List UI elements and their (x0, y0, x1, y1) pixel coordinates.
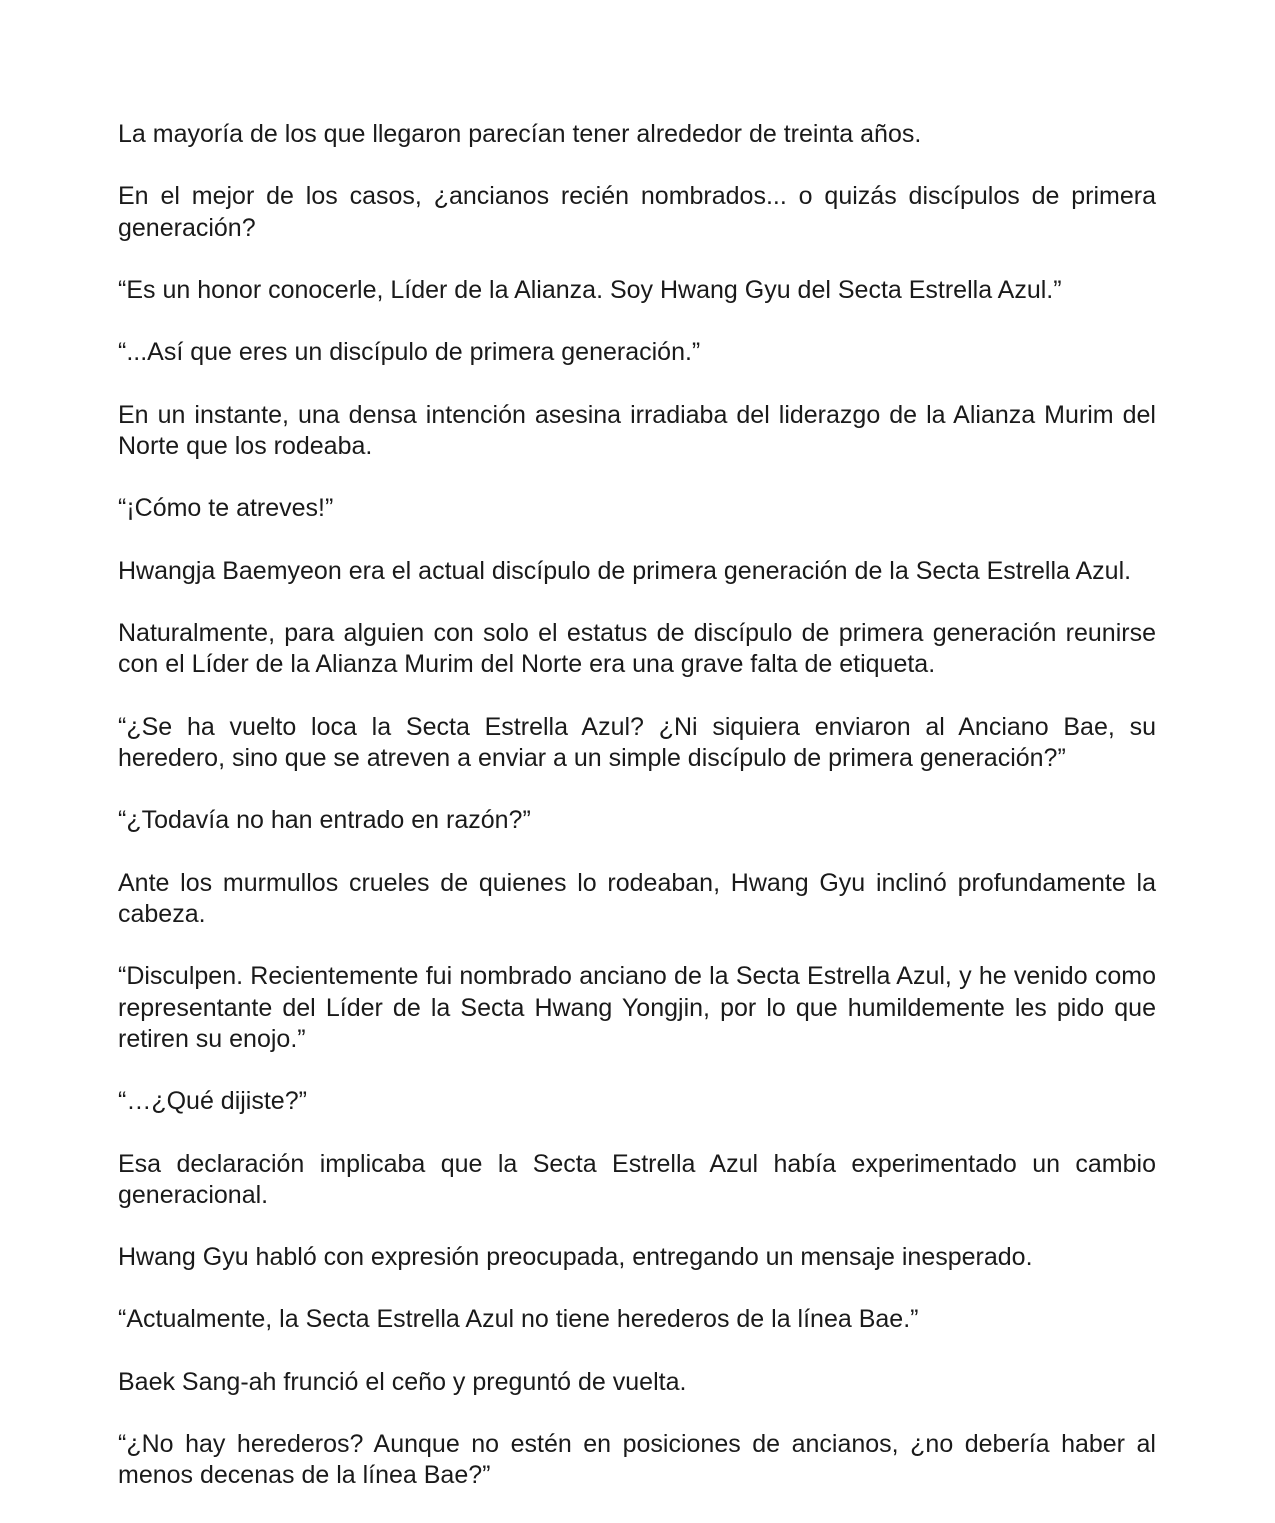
paragraph: “Disculpen. Recientemente fui nombrado anciano de la Secta Estrella Azul, y he venido como representante del Líder de la Secta Hwang Yongjin, por lo que humildemente les pido que retiren su enojo.” (118, 962, 1156, 1053)
paragraph: Hwang Gyu habló con expresión preocupada, entregando un mensaje inesperado. (118, 1243, 1033, 1272)
paragraph: “Es un honor conocerle, Líder de la Alianza. Soy Hwang Gyu del Secta Estrella Azul.” (118, 275, 1062, 304)
paragraph: “…¿Qué dijiste?” (118, 1087, 307, 1116)
paragraph: En el mejor de los casos, ¿ancianos recién nombrados... o quizás discípulos de primera generación? (118, 182, 1156, 242)
paragraph: “¿No hay herederos? Aunque no estén en posiciones de ancianos, ¿no debería haber al menos decenas de la línea Bae?” (118, 1430, 1156, 1490)
paragraph: Hwangja Baemyeon era el actual discípulo de primera generación de la Secta Estrella Azul. (118, 556, 1132, 585)
paragraph: En un instante, una densa intención asesina irradiaba del liderazgo de la Alianza Murim del Norte que los rodeaba. (118, 400, 1156, 460)
paragraph: Esa declaración implicaba que la Secta Estrella Azul había experimentado un cambio generacional. (118, 1149, 1156, 1209)
paragraph: La mayoría de los que llegaron parecían tener alrededor de treinta años. (118, 120, 922, 148)
paragraph: “Actualmente, la Secta Estrella Azul no tiene herederos de la línea Bae.” (118, 1305, 919, 1334)
paragraph: Baek Sang-ah frunció el ceño y preguntó de vuelta. (118, 1367, 687, 1396)
paragraph: “¡Cómo te atreves!” (118, 494, 334, 523)
document-page (118, 119, 1156, 1523)
paragraph: “¿Todavía no han entrado en razón?” (118, 806, 531, 835)
paragraph: Naturalmente, para alguien con solo el estatus de discípulo de primera generación reunirse con el Líder de la Alianza Murim del Norte era una grave falta de etiqueta. (118, 619, 1156, 679)
paragraph: “...Así que eres un discípulo de primera generación.” (118, 338, 701, 367)
paragraph: “¿Se ha vuelto loca la Secta Estrella Azul? ¿Ni siquiera enviaron al Anciano Bae, su heredero, sino que se atreven a enviar a un simple discípulo de primera generación?” (118, 712, 1156, 772)
paragraph: Ante los murmullos crueles de quienes lo rodeaban, Hwang Gyu inclinó profundamente la cabeza. (118, 868, 1156, 928)
